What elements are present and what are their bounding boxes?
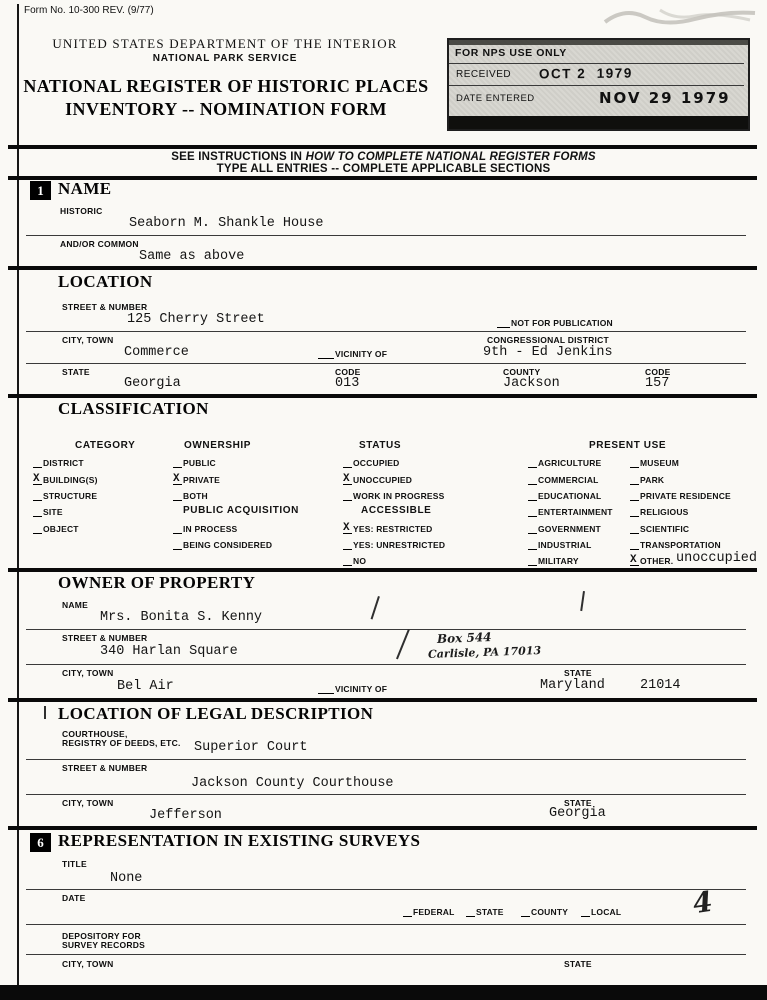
instructions-line1 [0, 151, 767, 163]
vicinity-label: VICINITY OF [335, 349, 388, 359]
checkbox-blank [630, 457, 639, 468]
checkbox-label: EDUCATIONAL [538, 491, 602, 501]
survey-state-label: STATE [564, 959, 592, 969]
vicinity-item [318, 348, 387, 359]
checkbox-blank [466, 906, 475, 917]
section-title-owner: OWNER OF PROPERTY [58, 573, 256, 592]
checkbox-unoccupied [343, 474, 412, 485]
checkbox-blank [528, 539, 537, 550]
checkbox-in-process [173, 523, 237, 534]
instructions-line2: TYPE ALL ENTRIES -- COMPLETE APPLICABLE SECTIONS [216, 163, 551, 175]
not-for-publication-label: NOT FOR PUBLICATION [511, 318, 613, 328]
common-name-value: Same as above [139, 249, 245, 264]
checkbox-object [33, 523, 79, 534]
scan-bottom-bar [0, 985, 767, 1000]
checkbox-blank: X [173, 474, 182, 485]
checkbox-military [528, 555, 579, 566]
owner-vicinity-item [318, 683, 387, 694]
ownership-header: OWNERSHIP [184, 440, 252, 451]
checkbox-blank [173, 523, 182, 534]
checkbox-blank [33, 457, 42, 468]
checkbox-blank [318, 348, 334, 359]
handwritten-slash [580, 591, 585, 611]
state-label: STATE [62, 367, 90, 377]
checkbox-public [173, 457, 216, 468]
code2-value: 157 [645, 376, 670, 391]
checkbox-site [33, 506, 63, 517]
owner-city-value: Bel Air [117, 679, 174, 694]
checkbox-label: BOTH [183, 491, 208, 501]
checkbox-label: TRANSPORTATION [640, 540, 721, 550]
public-acquisition-header: PUBLIC ACQUISITION [183, 505, 299, 516]
congressional-district-label: CONGRESSIONAL DISTRICT [487, 335, 609, 345]
code-label: CODE [335, 367, 361, 377]
section-number-badge: 6 [30, 833, 51, 852]
checkbox-government [528, 523, 601, 534]
city-value: Commerce [124, 345, 189, 360]
checkbox-label: OCCUPIED [353, 458, 400, 468]
historic-value: Seaborn M. Shankle House [129, 216, 324, 231]
checkbox-blank [33, 523, 42, 534]
checkbox-blank [173, 490, 182, 501]
checkbox-label: WORK IN PROGRESS [353, 491, 445, 501]
row-divider [26, 924, 746, 925]
checkbox-label: SITE [43, 507, 63, 517]
row-divider [26, 664, 746, 665]
checkbox-label: BEING CONSIDERED [183, 540, 273, 550]
checkbox-label: UNOCCUPIED [353, 475, 413, 485]
instructions-prefix: SEE INSTRUCTIONS IN [171, 151, 306, 163]
checkbox-blank [528, 506, 537, 517]
checkbox-label: AGRICULTURE [538, 458, 602, 468]
checkbox-blank: X [343, 523, 352, 534]
accessible-header: ACCESSIBLE [361, 505, 432, 516]
handwritten-note-line1: Box 544 [436, 630, 492, 646]
handwritten-slash [396, 629, 410, 659]
checkbox-blank [528, 490, 537, 501]
checkbox-label: GOVERNMENT [538, 524, 601, 534]
checkbox-label: PRIVATE RESIDENCE [640, 491, 731, 501]
checkbox-no [343, 555, 366, 566]
checkbox-agriculture [528, 457, 601, 468]
row-divider [26, 794, 746, 795]
section-title-legal: LOCATION OF LEGAL DESCRIPTION [58, 704, 374, 723]
owner-state-label: STATE [564, 668, 592, 678]
checkbox-private [173, 474, 220, 485]
courthouse-label-line2: REGISTRY OF DEEDS, ETC. [62, 738, 181, 748]
section-divider [8, 266, 757, 270]
checkbox-blank [33, 506, 42, 517]
checkbox-blank [318, 683, 334, 694]
nps-divider [449, 63, 744, 64]
checkbox-label: DISTRICT [43, 458, 84, 468]
checkbox-label: MUSEUM [640, 458, 679, 468]
checkbox-local [581, 906, 621, 917]
section-title-surveys: REPRESENTATION IN EXISTING SURVEYS [58, 831, 421, 850]
received-date-stamp: OCT 2 1979 [538, 65, 633, 82]
checkbox-blank [343, 539, 352, 550]
checkbox-occupied [343, 457, 399, 468]
row-divider [26, 331, 746, 332]
city-label: CITY, TOWN [62, 335, 114, 345]
checkbox-blank [173, 539, 182, 550]
checkbox-park [630, 474, 664, 485]
checkbox-label: ENTERTAINMENT [538, 507, 613, 517]
section-number-badge: 1 [30, 181, 51, 200]
checkbox-blank: X [630, 555, 639, 566]
legal-state-label: STATE [564, 798, 592, 808]
checkbox-district [33, 457, 84, 468]
checkbox-yes-restricted [343, 523, 433, 534]
form-number: Form No. 10-300 REV. (9/77) [24, 5, 154, 16]
checkbox-blank [528, 457, 537, 468]
section-divider [8, 568, 757, 572]
checkbox-blank [343, 457, 352, 468]
section-divider [8, 826, 757, 830]
checkbox-label: MILITARY [538, 556, 579, 566]
checkbox-private-residence [630, 490, 731, 501]
checkbox-blank [343, 555, 352, 566]
checkbox-both [173, 490, 208, 501]
courthouse-value: Superior Court [194, 740, 308, 755]
row-divider [26, 363, 746, 364]
instructions-italic: HOW TO COMPLETE NATIONAL REGISTER FORMS [305, 151, 596, 163]
status-header: STATUS [359, 440, 402, 451]
checkbox-structure [33, 490, 97, 501]
code-value: 013 [335, 376, 360, 391]
section-title-name: NAME [58, 179, 112, 198]
checkbox-buildings [33, 474, 98, 485]
street-value: 125 Cherry Street [127, 312, 265, 327]
legal-street-value: Jackson County Courthouse [191, 776, 394, 791]
checkbox-other [630, 555, 673, 566]
checkbox-entertainment [528, 506, 613, 517]
owner-state-value: Maryland [540, 678, 605, 693]
checkbox-blank [528, 555, 537, 566]
date-entered-stamp: NOV 29 1979 [599, 89, 731, 107]
checkbox-label: OTHER. [640, 556, 674, 566]
courthouse-label-line1: COURTHOUSE, [62, 729, 128, 739]
nps-box-bottom-band [449, 116, 748, 129]
main-title-line2: INVENTORY -- NOMINATION FORM [65, 99, 387, 119]
checkbox-label: PUBLIC [183, 458, 216, 468]
scan-noise-strip [449, 40, 748, 45]
checkbox-religious [630, 506, 689, 517]
handwritten-note-line2: Carlisle, PA 17013 [427, 644, 542, 661]
nps-box-title: FOR NPS USE ONLY [455, 47, 567, 59]
category-header: CATEGORY [75, 440, 136, 451]
checkbox-label: FEDERAL [413, 907, 455, 917]
section-divider [8, 698, 757, 702]
stray-mark [44, 706, 46, 719]
checkbox-blank [630, 474, 639, 485]
legal-city-label: CITY, TOWN [62, 798, 114, 808]
row-divider [26, 889, 746, 890]
received-label: RECEIVED [456, 69, 512, 80]
checkbox-museum [630, 457, 679, 468]
depository-label-line2: SURVEY RECORDS [62, 940, 146, 950]
checkbox-blank [497, 317, 510, 328]
historic-label: HISTORIC [60, 206, 103, 216]
county-value: Jackson [503, 376, 560, 391]
checkbox-blank [630, 506, 639, 517]
checkbox-federal [403, 906, 455, 917]
checkbox-blank [630, 490, 639, 501]
county-label: COUNTY [503, 367, 541, 377]
main-title-line1: NATIONAL REGISTER OF HISTORIC PLACES [23, 76, 429, 96]
checkbox-label: COUNTY [531, 907, 569, 917]
checkbox-label: NO [353, 556, 367, 566]
owner-street-label: STREET & NUMBER [62, 633, 148, 643]
checkbox-industrial [528, 539, 591, 550]
checkbox-blank [343, 490, 352, 501]
depository-label-line1: DEPOSITORY FOR [62, 931, 141, 941]
legal-street-label: STREET & NUMBER [62, 763, 148, 773]
state-value: Georgia [124, 376, 181, 391]
checkbox-educational [528, 490, 601, 501]
checkbox-state [466, 906, 504, 917]
section-divider [8, 145, 757, 149]
checkbox-label: COMMERCIAL [538, 475, 599, 485]
checkbox-label: INDUSTRIAL [538, 540, 592, 550]
congressional-district-value: 9th - Ed Jenkins [483, 345, 613, 360]
department-title: UNITED STATES DEPARTMENT OF THE INTERIOR [52, 36, 398, 51]
handwritten-number: 4 [690, 884, 715, 921]
checkbox-label: RELIGIOUS [640, 507, 689, 517]
scan-artifact-scribble [600, 2, 760, 36]
checkbox-blank [630, 523, 639, 534]
checkbox-blank [630, 539, 639, 550]
checkbox-blank [403, 906, 412, 917]
checkbox-label: YES: UNRESTRICTED [353, 540, 446, 550]
checkbox-label: SCIENTIFIC [640, 524, 690, 534]
owner-vicinity-label: VICINITY OF [335, 684, 388, 694]
checkbox-blank [33, 490, 42, 501]
checkbox-commercial [528, 474, 599, 485]
owner-street-value: 340 Harlan Square [100, 644, 238, 659]
nps-use-only-box [447, 38, 750, 131]
row-divider [26, 235, 746, 236]
checkbox-label: PRIVATE [183, 475, 220, 485]
checkbox-label: STRUCTURE [43, 491, 98, 501]
checkbox-being-considered [173, 539, 272, 550]
section-divider [8, 394, 757, 398]
checkbox-transportation [630, 539, 721, 550]
checkbox-label: BUILDING(S) [43, 475, 98, 485]
service-title: NATIONAL PARK SERVICE [152, 53, 298, 64]
legal-state-value: Georgia [549, 806, 606, 821]
other-use-value: unoccupied [676, 551, 758, 566]
checkbox-blank: X [343, 474, 352, 485]
checkbox-blank: X [33, 474, 42, 485]
checkbox-label: IN PROCESS [183, 524, 238, 534]
code2-label: CODE [645, 367, 671, 377]
survey-city-label: CITY, TOWN [62, 959, 114, 969]
owner-zip-value: 21014 [640, 678, 681, 693]
checkbox-blank [581, 906, 590, 917]
checkbox-blank [521, 906, 530, 917]
checkbox-county [521, 906, 568, 917]
present-use-header: PRESENT USE [589, 440, 667, 451]
row-divider [26, 759, 746, 760]
section-divider [8, 176, 757, 180]
row-divider [26, 954, 746, 955]
common-name-label: AND/OR COMMON [60, 239, 139, 249]
checkbox-label: LOCAL [591, 907, 622, 917]
survey-title-label: TITLE [62, 859, 87, 869]
owner-city-label: CITY, TOWN [62, 668, 114, 678]
checkbox-blank [528, 474, 537, 485]
survey-date-label: DATE [62, 893, 86, 903]
survey-title-value: None [110, 871, 143, 886]
checkbox-work-in-progress [343, 490, 445, 501]
checkbox-scientific [630, 523, 689, 534]
handwritten-slash [371, 596, 380, 619]
checkbox-label: OBJECT [43, 524, 79, 534]
nps-divider-2 [449, 85, 744, 86]
legal-city-value: Jefferson [149, 808, 222, 823]
row-divider [26, 629, 746, 630]
section-title-classification: CLASSIFICATION [58, 399, 209, 418]
date-entered-label: DATE ENTERED [456, 93, 535, 104]
street-label: STREET & NUMBER [62, 302, 148, 312]
checkbox-label: STATE [476, 907, 504, 917]
owner-name-label: NAME [62, 600, 89, 610]
checkbox-label: PARK [640, 475, 665, 485]
checkbox-blank [173, 457, 182, 468]
checkbox-label: YES: RESTRICTED [353, 524, 433, 534]
section-title-location: LOCATION [58, 272, 153, 291]
checkbox-yes-unrestricted [343, 539, 445, 550]
owner-name-value: Mrs. Bonita S. Kenny [100, 610, 263, 625]
checkbox-blank [528, 523, 537, 534]
not-for-publication-item [497, 317, 613, 328]
